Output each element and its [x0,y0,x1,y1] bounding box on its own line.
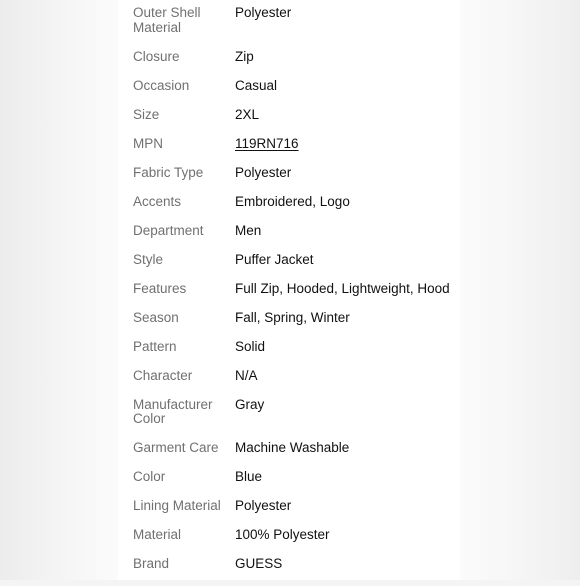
spec-row-color [133,470,463,485]
spec-label: Outer Shell Material [133,5,201,35]
spec-value: Gray [235,396,265,412]
spec-value: 2XL [235,106,260,122]
spec-row-size [133,108,463,123]
spec-row-mpn [133,137,463,152]
spec-row-material [133,528,463,543]
spec-row-occasion [133,79,463,94]
spec-value: Polyester [235,5,292,20]
item-specifics-list [133,6,463,586]
spec-value: 100% Polyester [235,527,330,542]
spec-value: Full Zip, Hooded, Lightweight, Hood [235,280,450,296]
background-right [460,0,580,580]
spec-value: Polyester [235,498,292,513]
spec-value: Polyester [235,164,292,180]
spec-value: Zip [235,48,254,64]
spec-label: Garment Care [133,440,219,455]
spec-row-features [133,282,463,297]
spec-label: Color [133,469,166,484]
spec-row-style [133,253,463,268]
spec-row-department [133,224,463,239]
spec-value: GUESS [235,556,283,571]
spec-row-closure [133,50,463,65]
spec-row-lining-material [133,499,463,514]
background-left [0,0,118,580]
spec-label: Department [133,222,204,238]
spec-label: Lining Material [133,498,221,513]
spec-value: Embroidered, Logo [235,193,350,209]
spec-label: Character [133,367,193,383]
spec-value: N/A [235,367,258,383]
spec-value: Men [235,222,262,238]
spec-label: Features [133,280,187,296]
spec-label: Season [133,309,179,325]
spec-label: Fabric Type [133,164,204,180]
spec-label: Style [133,251,164,267]
spec-row-manufacturer-color [133,398,463,427]
spec-label: Manufacturer Color [133,396,213,426]
mpn-link[interactable]: 119RN716 [235,135,299,151]
spec-label: Occasion [133,77,190,93]
spec-label: Brand [133,556,170,571]
spec-value: Blue [235,469,263,484]
spec-label: Accents [133,193,182,209]
spec-label: Pattern [133,338,177,354]
spec-value: Casual [235,77,278,93]
spec-row-accents [133,195,463,210]
spec-value: Machine Washable [235,440,350,455]
spec-row-garment-care [133,441,463,456]
spec-row-pattern [133,340,463,355]
spec-row-fabric-type [133,166,463,181]
spec-row-outer-shell-material [133,6,463,35]
spec-label: Size [133,106,160,122]
spec-value: Solid [235,338,266,354]
spec-value: Fall, Spring, Winter [235,309,350,325]
spec-label: Closure [133,48,180,64]
spec-label: MPN [133,135,163,151]
spec-value: Puffer Jacket [235,251,314,267]
spec-row-character [133,369,463,384]
spec-row-season [133,311,463,326]
spec-label: Material [133,527,182,542]
spec-row-brand [133,557,463,572]
